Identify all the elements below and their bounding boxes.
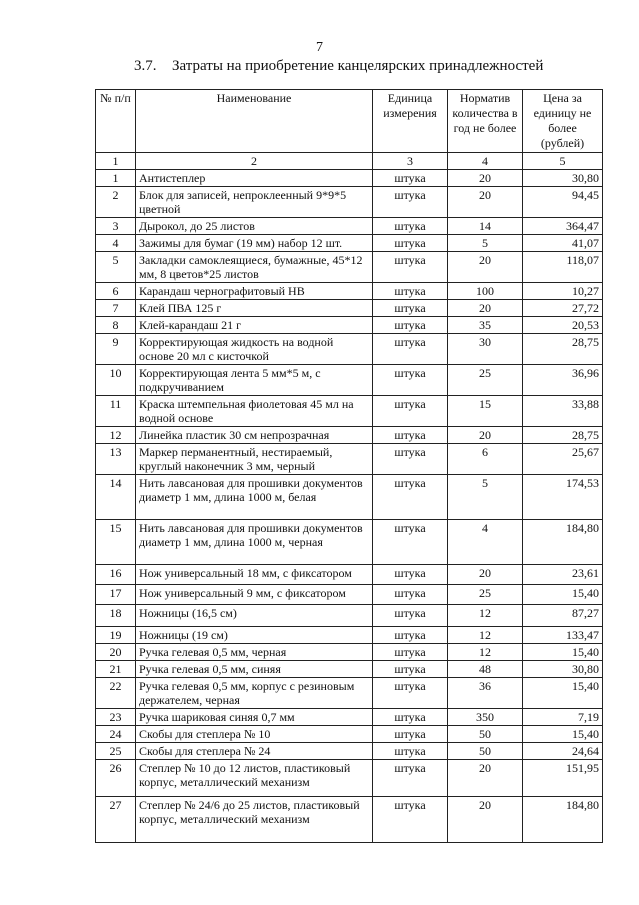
item-price: 20,53	[523, 317, 603, 334]
item-price: 41,07	[523, 235, 603, 252]
item-price: 23,61	[523, 565, 603, 585]
column-index: 5	[523, 153, 603, 170]
item-norm: 36	[448, 678, 523, 709]
section-number: 3.7.	[134, 58, 157, 74]
item-norm: 25	[448, 585, 523, 605]
item-name: Ручка гелевая 0,5 мм, корпус с резиновым держателем, черная	[136, 678, 373, 709]
table-row	[96, 743, 603, 760]
row-number: 1	[96, 170, 136, 187]
item-norm: 35	[448, 317, 523, 334]
item-name: Скобы для степлера № 24	[136, 743, 373, 760]
row-number: 17	[96, 585, 136, 605]
column-index: 3	[373, 153, 448, 170]
row-number: 12	[96, 427, 136, 444]
item-price: 118,07	[523, 252, 603, 283]
item-price: 15,40	[523, 726, 603, 743]
table-row	[96, 760, 603, 797]
item-price: 27,72	[523, 300, 603, 317]
item-unit: штука	[373, 170, 448, 187]
section-title: Затраты на приобретение канцелярских принадлежностей	[172, 58, 544, 74]
row-number: 16	[96, 565, 136, 585]
table-row	[96, 565, 603, 585]
column-index: 1	[96, 153, 136, 170]
item-norm: 20	[448, 300, 523, 317]
item-name: Ножницы (19 см)	[136, 627, 373, 644]
row-number: 22	[96, 678, 136, 709]
row-number: 25	[96, 743, 136, 760]
item-norm: 15	[448, 396, 523, 427]
table-row	[96, 427, 603, 444]
table-row	[96, 661, 603, 678]
item-price: 7,19	[523, 709, 603, 726]
item-unit: штука	[373, 396, 448, 427]
table-row	[96, 252, 603, 283]
table-row	[96, 709, 603, 726]
table-row	[96, 627, 603, 644]
table-row	[96, 334, 603, 365]
item-norm: 5	[448, 475, 523, 520]
item-unit: штука	[373, 627, 448, 644]
row-number: 24	[96, 726, 136, 743]
item-price: 184,80	[523, 520, 603, 565]
column-index-row	[96, 153, 603, 170]
item-name: Нож универсальный 18 мм, с фиксатором	[136, 565, 373, 585]
row-number: 21	[96, 661, 136, 678]
row-number: 3	[96, 218, 136, 235]
table-row	[96, 235, 603, 252]
item-name: Ножницы (16,5 см)	[136, 605, 373, 627]
item-unit: штука	[373, 444, 448, 475]
table-row	[96, 585, 603, 605]
table-row	[96, 365, 603, 396]
table-row	[96, 726, 603, 743]
item-unit: штука	[373, 644, 448, 661]
item-price: 28,75	[523, 427, 603, 444]
item-price: 15,40	[523, 644, 603, 661]
item-name: Скобы для степлера № 10	[136, 726, 373, 743]
item-norm: 25	[448, 365, 523, 396]
item-name: Ручка гелевая 0,5 мм, синяя	[136, 661, 373, 678]
row-number: 4	[96, 235, 136, 252]
row-number: 7	[96, 300, 136, 317]
item-unit: штука	[373, 300, 448, 317]
item-name: Нить лавсановая для прошивки документов диаметр 1 мм, длина 1000 м, белая	[136, 475, 373, 520]
header-norm: Норматив количества в год не более	[448, 90, 523, 153]
table-row	[96, 678, 603, 709]
item-norm: 12	[448, 627, 523, 644]
table-row	[96, 797, 603, 843]
section-heading	[134, 58, 543, 75]
item-norm: 14	[448, 218, 523, 235]
item-norm: 20	[448, 760, 523, 797]
item-norm: 20	[448, 187, 523, 218]
item-price: 15,40	[523, 678, 603, 709]
header-price: Цена за единицу не более (рублей)	[523, 90, 603, 153]
table-row	[96, 520, 603, 565]
item-price: 36,96	[523, 365, 603, 396]
row-number: 20	[96, 644, 136, 661]
item-name: Маркер перманентный, нестираемый, круглый наконечник 3 мм, черный	[136, 444, 373, 475]
row-number: 10	[96, 365, 136, 396]
item-unit: штука	[373, 317, 448, 334]
column-index: 4	[448, 153, 523, 170]
item-price: 24,64	[523, 743, 603, 760]
item-unit: штука	[373, 709, 448, 726]
row-number: 13	[96, 444, 136, 475]
item-norm: 30	[448, 334, 523, 365]
table-row	[96, 283, 603, 300]
item-norm: 6	[448, 444, 523, 475]
item-norm: 5	[448, 235, 523, 252]
item-unit: штука	[373, 661, 448, 678]
item-name: Дырокол, до 25 листов	[136, 218, 373, 235]
table-row	[96, 644, 603, 661]
row-number: 27	[96, 797, 136, 843]
item-norm: 12	[448, 644, 523, 661]
row-number: 19	[96, 627, 136, 644]
item-name: Корректирующая жидкость на водной основе 20 мл с кисточкой	[136, 334, 373, 365]
table-row	[96, 218, 603, 235]
item-unit: штука	[373, 726, 448, 743]
item-name: Блок для записей, непроклеенный 9*9*5 цветной	[136, 187, 373, 218]
item-unit: штука	[373, 520, 448, 565]
item-unit: штука	[373, 797, 448, 843]
item-name: Нить лавсановая для прошивки документов диаметр 1 мм, длина 1000 м, черная	[136, 520, 373, 565]
item-unit: штука	[373, 760, 448, 797]
item-norm: 350	[448, 709, 523, 726]
item-unit: штука	[373, 743, 448, 760]
item-name: Антистеплер	[136, 170, 373, 187]
row-number: 5	[96, 252, 136, 283]
item-price: 94,45	[523, 187, 603, 218]
item-name: Корректирующая лента 5 мм*5 м, с подкручиванием	[136, 365, 373, 396]
item-name: Ручка шариковая синяя 0,7 мм	[136, 709, 373, 726]
item-name: Ручка гелевая 0,5 мм, черная	[136, 644, 373, 661]
item-name: Зажимы для бумаг (19 мм) набор 12 шт.	[136, 235, 373, 252]
row-number: 11	[96, 396, 136, 427]
item-unit: штука	[373, 218, 448, 235]
item-unit: штука	[373, 565, 448, 585]
item-price: 15,40	[523, 585, 603, 605]
row-number: 14	[96, 475, 136, 520]
table-row	[96, 317, 603, 334]
row-number: 23	[96, 709, 136, 726]
item-name: Закладки самоклеящиеся, бумажные, 45*12 мм, 8 цветов*25 листов	[136, 252, 373, 283]
item-norm: 20	[448, 565, 523, 585]
item-price: 33,88	[523, 396, 603, 427]
page-number: 7	[316, 40, 323, 55]
item-unit: штука	[373, 365, 448, 396]
item-price: 87,27	[523, 605, 603, 627]
item-name: Клей-карандаш 21 г	[136, 317, 373, 334]
row-number: 26	[96, 760, 136, 797]
row-number: 2	[96, 187, 136, 218]
item-price: 25,67	[523, 444, 603, 475]
item-price: 30,80	[523, 170, 603, 187]
item-unit: штука	[373, 605, 448, 627]
header-unit: Единица измерения	[373, 90, 448, 153]
item-name: Степлер № 24/6 до 25 листов, пластиковый корпус, металлический механизм	[136, 797, 373, 843]
item-unit: штука	[373, 585, 448, 605]
item-price: 151,95	[523, 760, 603, 797]
item-unit: штука	[373, 678, 448, 709]
item-norm: 4	[448, 520, 523, 565]
item-name: Клей ПВА 125 г	[136, 300, 373, 317]
item-unit: штука	[373, 334, 448, 365]
supplies-table	[95, 89, 603, 843]
item-price: 364,47	[523, 218, 603, 235]
item-unit: штука	[373, 283, 448, 300]
table-row	[96, 396, 603, 427]
header-name: Наименование	[136, 90, 373, 153]
item-norm: 20	[448, 427, 523, 444]
item-price: 184,80	[523, 797, 603, 843]
header-row	[96, 90, 603, 153]
table-row	[96, 300, 603, 317]
item-norm: 20	[448, 797, 523, 843]
item-unit: штука	[373, 187, 448, 218]
item-price: 10,27	[523, 283, 603, 300]
item-price: 174,53	[523, 475, 603, 520]
item-norm: 100	[448, 283, 523, 300]
item-norm: 12	[448, 605, 523, 627]
item-name: Нож универсальный 9 мм, с фиксатором	[136, 585, 373, 605]
item-name: Степлер № 10 до 12 листов, пластиковый корпус, металлический механизм	[136, 760, 373, 797]
item-name: Карандаш чернографитовый НВ	[136, 283, 373, 300]
row-number: 18	[96, 605, 136, 627]
item-norm: 20	[448, 252, 523, 283]
item-name: Краска штемпельная фиолетовая 45 мл на водной основе	[136, 396, 373, 427]
item-norm: 50	[448, 743, 523, 760]
table-row	[96, 444, 603, 475]
row-number: 9	[96, 334, 136, 365]
item-price: 30,80	[523, 661, 603, 678]
item-unit: штука	[373, 427, 448, 444]
header-num: № п/п	[96, 90, 136, 153]
row-number: 6	[96, 283, 136, 300]
item-name: Линейка пластик 30 см непрозрачная	[136, 427, 373, 444]
table-row	[96, 475, 603, 520]
table-row	[96, 605, 603, 627]
item-norm: 50	[448, 726, 523, 743]
row-number: 15	[96, 520, 136, 565]
item-unit: штука	[373, 252, 448, 283]
item-price: 133,47	[523, 627, 603, 644]
item-price: 28,75	[523, 334, 603, 365]
row-number: 8	[96, 317, 136, 334]
item-norm: 48	[448, 661, 523, 678]
item-norm: 20	[448, 170, 523, 187]
item-unit: штука	[373, 235, 448, 252]
table-row	[96, 170, 603, 187]
item-unit: штука	[373, 475, 448, 520]
table-row	[96, 187, 603, 218]
column-index: 2	[136, 153, 373, 170]
